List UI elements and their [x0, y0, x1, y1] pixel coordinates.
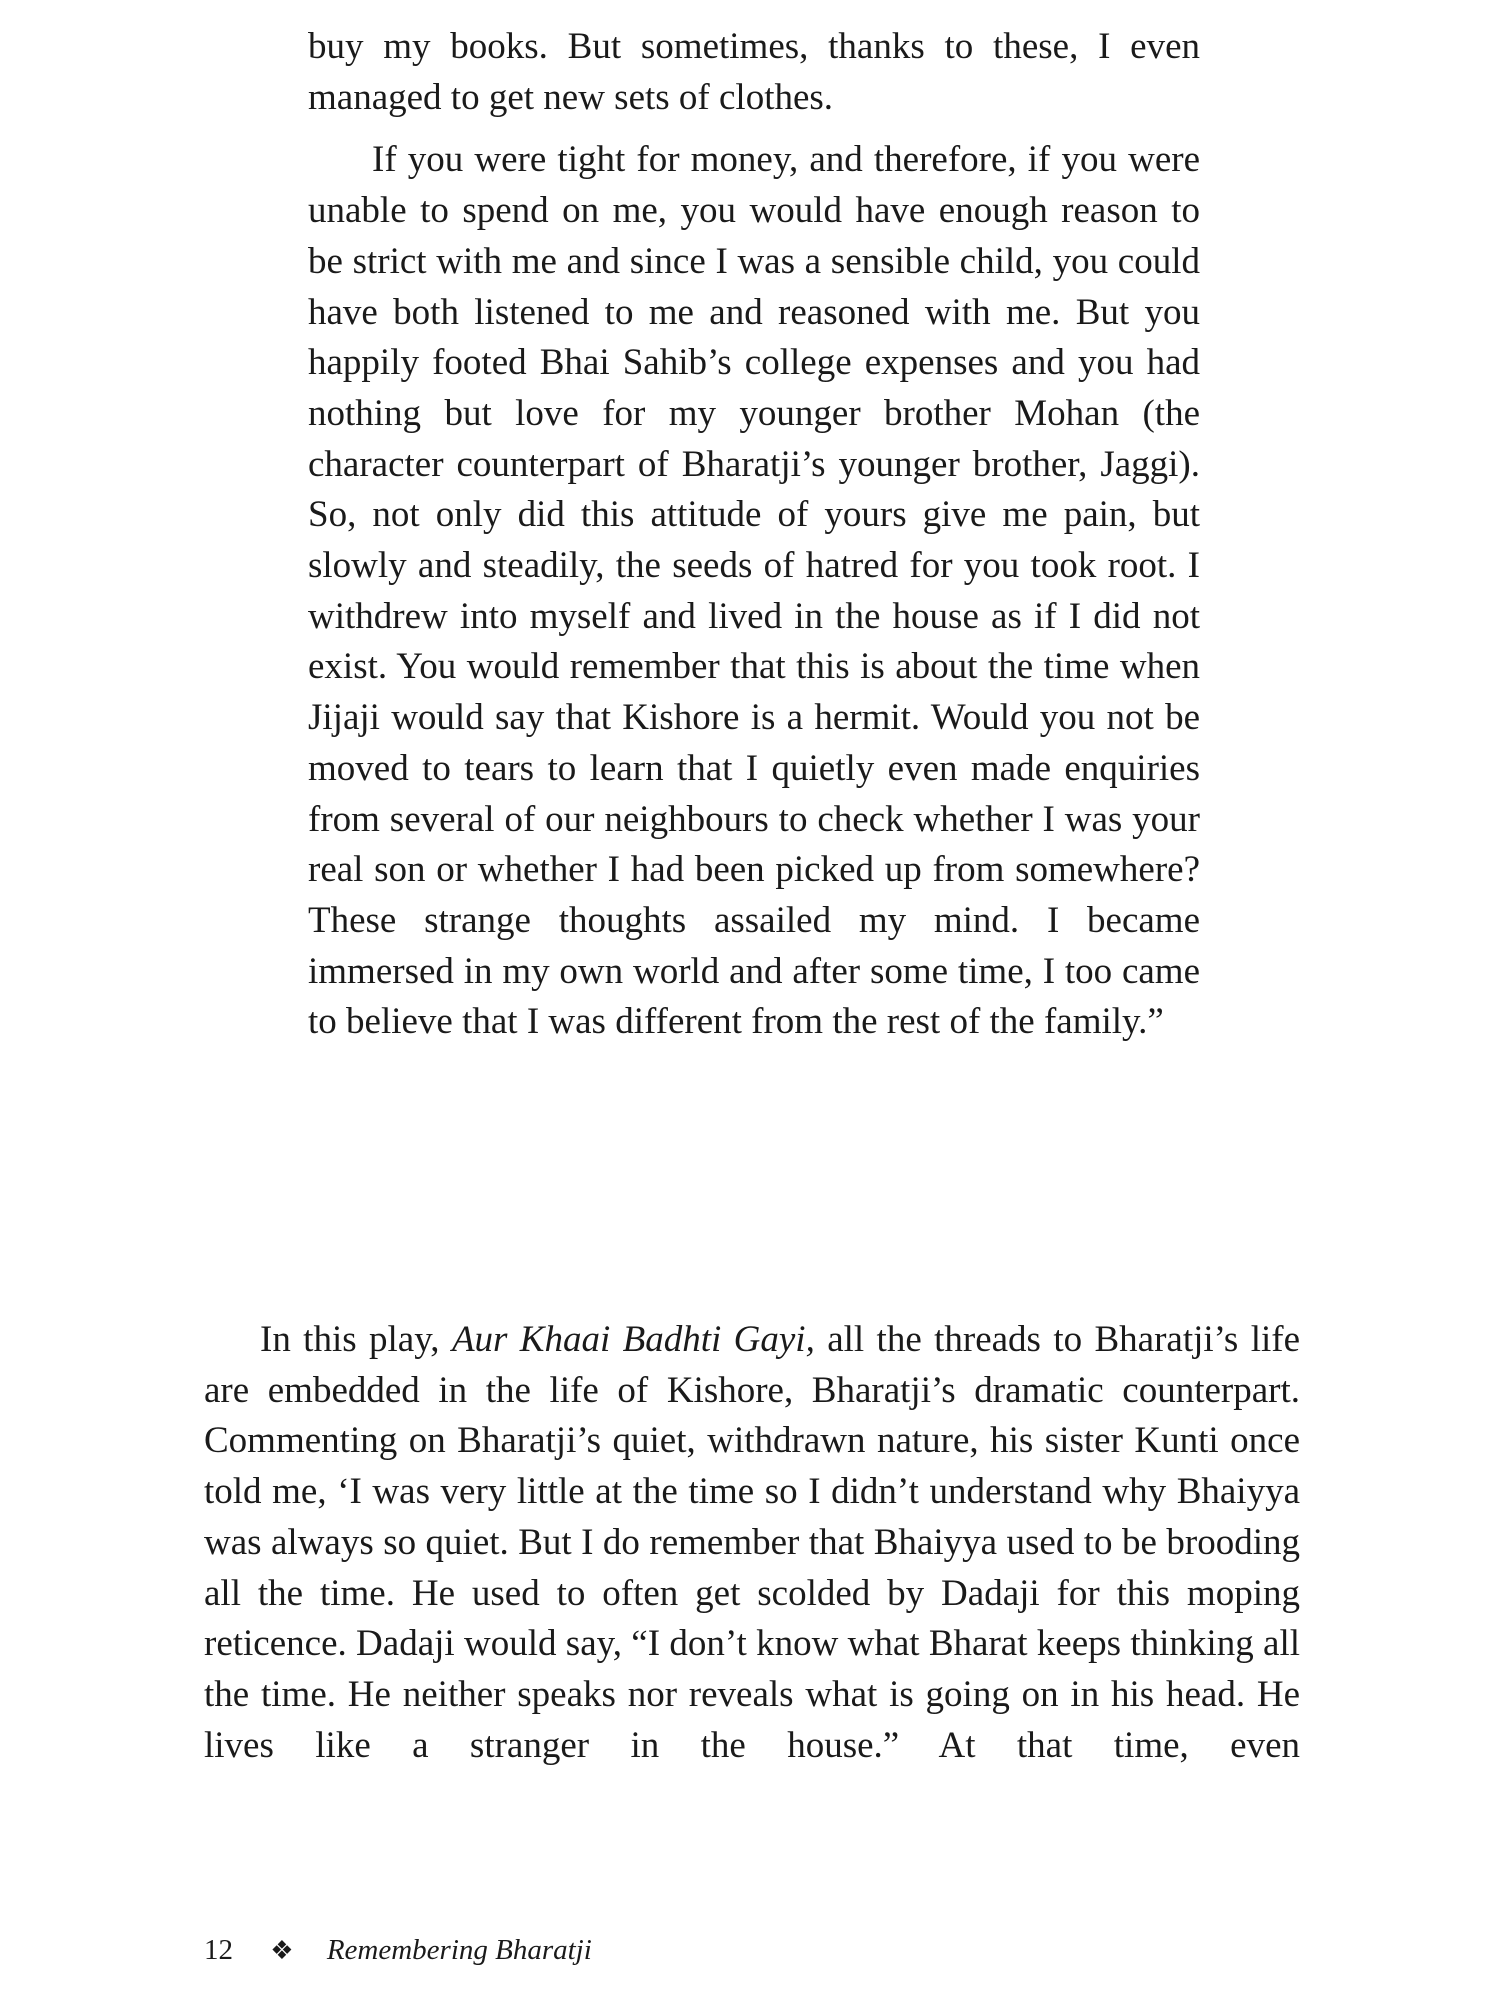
body-intro: In this play,: [260, 1319, 440, 1360]
body-text: [204, 1315, 1300, 1771]
body-paragraph: [204, 1315, 1300, 1771]
quoted-letter: [308, 22, 1200, 1048]
running-title: Remembering Bharatji: [326, 1934, 592, 1966]
quote-paragraph: buy my books. But sometimes, thanks to these, I even managed to get new sets of clothes.: [308, 26, 1200, 118]
page-number: 12: [204, 1934, 233, 1966]
body-continuation: all the threads to Bharatji’s life are embedded in the life of Kishore, Bharatji’s dramatic counterpart. Commenting on Bharatji’s quiet, withdrawn nature, his sister Kunti once told me, ‘I was very little at the time so I didn’t understand why Bhaiyya was always so quiet. But I do remember that Bhaiyya used to be brooding all the time. He used to often get scolded by Dadaji for this moping reticence. Dadaji would say, “I don’t know what Bharat keeps thinking all the time. He neither speaks nor reveals what is going on in his head. He lives like a stranger in the house.” At that time, even: [204, 1319, 1301, 1766]
play-title: Aur Khaai Badhti Gayi,: [451, 1319, 815, 1360]
ornament-icon: ❖: [270, 1936, 294, 1965]
quote-paragraph: If you were tight for money, and therefore, if you were unable to spend on me, you would have enough reason to be strict with me and since I was a sensible child, you could have both listened to me and reasoned with me. But you happily footed Bhai Sahib’s college expenses and you had nothing but love for my younger brother Mohan (the character counterpart of Bharatji’s younger brother, Jaggi). So, not only did this attitude of yours give me pain, but slowly and steadily, the seeds of hatred for you took root. I withdrew into myself and lived in the house as if I did not exist. You would remember that this is about the time when Jijaji would say that Kishore is a hermit. Would you not be moved to tears to learn that I quietly even made enquiries from several of our neighbours to check whether I was your real son or whether I had been picked up from somewhere? These strange thoughts assailed my mind. I became immersed in my own world and after some time, I too came to believe that I was different from the rest of the family.”: [308, 139, 1200, 1043]
page-footer: [204, 1932, 592, 1969]
